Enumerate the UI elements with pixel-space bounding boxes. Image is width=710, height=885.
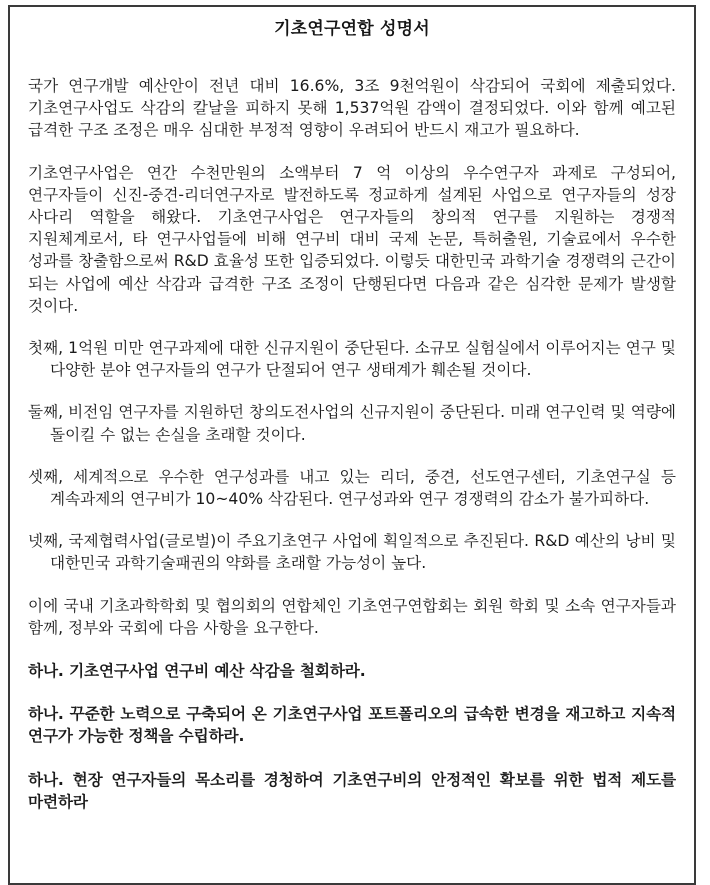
document-page bbox=[8, 5, 696, 885]
document-body bbox=[28, 75, 676, 813]
paragraph-problem-second: 둘째, 비전임 연구자를 지원하던 창의도전사업의 신규지원이 중단된다. 미래 연구인력 및 역량에 돌이킬 수 없는 손실을 초래할 것이다. bbox=[28, 403, 676, 444]
paragraph-intro-budget-cut: 국가 연구개발 예산안이 전년 대비 16.6%, 3조 9천억원이 삭감되어 국회에 제출되었다. 기초연구사업도 삭감의 칼날을 피하지 못해 1,537억원 감액이 결정되었다. 이와 함께 예고된 급격한 구조 조정은 매우 심대한 부정적 영향이 우려되어 반드시 재고가 필요하다. bbox=[28, 77, 676, 140]
paragraph-demand-1: 하나. 기초연구사업 연구비 예산 삭감을 철회하라. bbox=[28, 662, 366, 681]
paragraph-demand-3: 하나. 현장 연구자들의 목소리를 경청하여 기초연구비의 안정적인 확보를 위한 법적 제도를 마련하라 bbox=[28, 770, 676, 811]
paragraph-problem-first: 첫째, 1억원 미만 연구과제에 대한 신규지원이 중단된다. 소규모 실험실에서 이루어지는 연구 및 다양한 분야 연구자들의 연구가 단절되어 연구 생태계가 훼손될 것이다. bbox=[28, 339, 676, 380]
paragraph-problem-fourth: 넷째, 국제협력사업(글로벌)이 주요기초연구 사업에 획일적으로 추진된다. R&D 예산의 낭비 및 대한민국 과학기술패권의 약화를 초래할 가능성이 높다. bbox=[28, 532, 676, 573]
paragraph-problem-third: 셋째, 세계적으로 우수한 연구성과를 내고 있는 리더, 중견, 선도연구센터, 기초연구실 등 계속과제의 연구비가 10~40% 삭감된다. 연구성과와 연구 경쟁력의 감소가 불가피하다. bbox=[28, 467, 676, 509]
paragraph-demand-2: 하나. 꾸준한 노력으로 구축되어 온 기초연구사업 포트폴리오의 급속한 변경을 재고하고 지속적 연구가 가능한 정책을 수립하라. bbox=[28, 705, 676, 746]
page-title: 기초연구연합 성명서 bbox=[274, 19, 430, 39]
paragraph-closing-statement: 이에 국내 기초과학학회 및 협의회의 연합체인 기초연구연합회는 회원 학회 및 소속 연구자들과 함께, 정부와 국회에 다음 사항을 요구한다. bbox=[28, 596, 676, 637]
paragraph-program-description: 기초연구사업은 연간 수천만원의 소액부터 7 억 이상의 우수연구자 과제로 구성되어, 연구자들이 신진-중견-리더연구자로 발전하도록 정교하게 설계된 사업으로 연구자들의 성장 사다리 역할을 해왔다. 기초연구사업은 연구자들의 창의적 연구를 지원하는 경쟁적 지원체계로서, 타 연구사업들에 비해 연구비 대비 국제 논문, 특허출원, 기술료에서 우수한 성과를 창출함으로써 R&D 효율성 또한 입증되었다. 이렇듯 대한민국 과학기술 경쟁력의 근간이 되는 사업에 예산 삭감과 급격한 구조 조정이 단행된다면 다음과 같은 심각한 문제가 발생할 것이다. bbox=[28, 163, 676, 315]
